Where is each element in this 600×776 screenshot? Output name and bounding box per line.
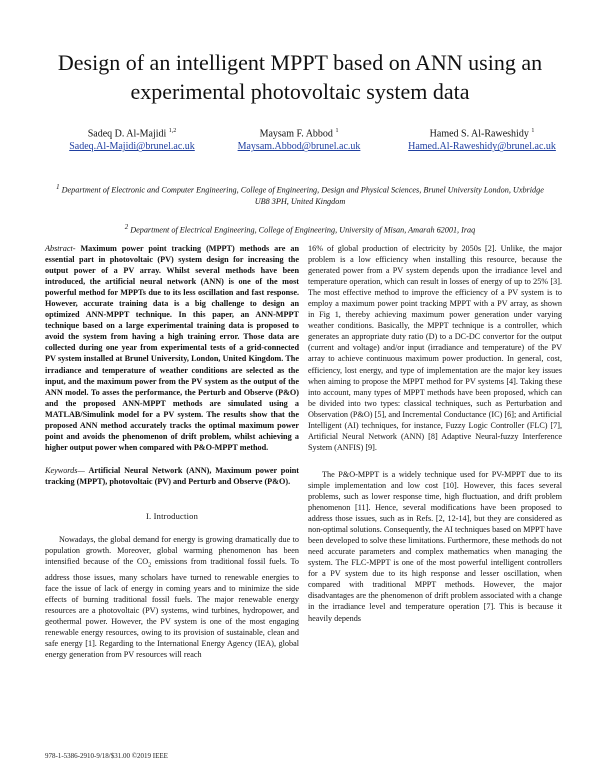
author-email-link[interactable]: Sadeq.Al-Majidi@brunel.ac.uk xyxy=(69,141,195,153)
abstract-label: Abstract- xyxy=(45,244,76,253)
author-affil-sup: 1,2 xyxy=(168,128,177,134)
copyright-footer: 978-1-5386-2910-9/18/$31.00 ©2019 IEEE xyxy=(45,752,168,760)
author-3 xyxy=(397,125,567,153)
paper-title: Design of an intelligent MPPT based on ANN using an experimental photovoltaic system data xyxy=(57,50,543,104)
affiliation-2 xyxy=(40,222,560,236)
keywords-text: Artificial Neural Network (ANN), Maximum power point tracking (MPPT), photovoltaic (PV) and Perturb and Observe (P&O). xyxy=(45,465,299,486)
intro-paragraph-1: Nowadays, the global demand for energy is growing dramatically due to population growth. Moreover, global warming phenomenon has been intensified because of the $CO_2$ emissions from traditional fossil fuels. To address those issues, many scholars have turned to renewable energies to face the issue of lack of energy in coming years and to minimize the side effects of burning traditional fossil fuels. The major renewable energy resources are a photovoltaic (PV) systems, wind turbines, hydropower, and geothermal power. However, the PV system is one of the most engaging renewable energy resources, owing to its provision of sustainable, clean and safe energy [1]. Regarding to the International Energy Agency (IEA), global energy generation from PV resources will reach xyxy=(45,535,299,660)
affiliation-1 xyxy=(55,182,545,207)
intro-paragraph-3: The P&O-MPPT is a widely technique used for PV-MPPT due to its simple implementation and low cost [10]. However, this faces several problems, such as lower response time, high fluctuation, and drift problem phenomenon [11]. Hence, several modifications have been proposed to address those issues, such as in Refs. [2, 12-14], but they are considered as non-optimal solutions. Consequently, the AI techniques based on MPPT have been developed to solve these limitations. Furthermore, these methods do not need accurate parameters and complex mathematics when managing the system. The FLC-MPPT is one of the most powerful intelligent controllers for a PV system due to its high response and lesser oscillation, when compared with traditional MPPT methods. However, the major disadvantages are the phenomenon of drift problem associated with a change in the irradiance level and temperature operation [7]. This is because it heavily depends xyxy=(308,469,562,623)
author-affil-sup: 1 xyxy=(335,128,339,134)
affiliation-sup: 1 xyxy=(56,184,60,191)
author-1 xyxy=(47,125,217,153)
author-name: Maysam F. Abbod xyxy=(259,128,333,140)
affiliation-text: Department of Electrical Engineering, College of Engineering, University of Misan, Amarah 62001, Iraq xyxy=(130,225,476,235)
right-column xyxy=(308,243,562,624)
author-name: Sadeq D. Al-Majidi xyxy=(87,128,167,140)
author-name: Hamed S. Al-Raweshidy xyxy=(429,128,529,140)
author-2 xyxy=(214,125,384,153)
section-heading-introduction: I. Introduction xyxy=(145,510,199,521)
author-email-link[interactable]: Maysam.Abbod@brunel.ac.uk xyxy=(237,141,361,153)
keywords xyxy=(45,465,299,487)
affiliation-sup: 2 xyxy=(124,224,129,231)
abstract xyxy=(45,243,299,453)
author-email-link[interactable]: Hamed.Al-Raweshidy@brunel.ac.uk xyxy=(408,141,556,153)
author-affil-sup: 1 xyxy=(531,128,535,134)
left-column xyxy=(45,243,299,660)
affiliation-text: Department of Electronic and Computer Engineering, College of Engineering, Design and Physical Sciences, Brunel University London, Uxbridge UB8 3PH, United Kingdom xyxy=(61,185,544,206)
keywords-label: Keywords— xyxy=(45,465,85,475)
abstract-text: Maximum power point tracking (MPPT) methods are an essential part in photovoltaic (PV) system design for increasing the output power of a PV array. Whilst several methods have been introduced, the artificial neural network (ANN) is one of the most powerful method for MPPTs due to its less oscillation and fast response. However, accurate training data is a big challenge to design an optimized ANN-MPPT technique. In this paper, an ANN-MPPT technique based on a large experimental training data is proposed to avoid the system from having a high training error. Those data are collected during one year from experimental tests of a grid-connected PV system installed at Brunel University, London, United Kingdom. The irradiance and temperature of weather conditions are selected as the input, and the maximum power from the PV system as the output of the ANN model. To asses the performance, the Perturb and Observe (P&O) and the proposed ANN-MPPT methods are simulated using a MATLAB/Simulink model for a PV system. The results show that the proposed ANN method accurately tracks the optimal maximum power point and avoids the phenomenon of drift problem, whilst achieving a higher output power when compared with P&O-MPPT method. xyxy=(45,244,299,452)
intro-paragraph-2: 16% of global production of electricity by 2050s [2]. Unlike, the major problem is a low efficiency when installing this resource, because the generated power from a PV system depends upon the irradiance level and temperature operation, which can result in losses of energy of up to 25% [3]. The most effective method to improve the efficiency of a PV system is to employ a maximum power point tracking MPPT with a PV array, as shown in Fig 1, thereby achieving maximum power generation under varying weather conditions. Basically, the MPPT technique is a controller, which generates an appropriate duty ratio (D) to a DC-DC convertor for the output (current and voltage) and/or input (irradiance and temperature) of the PV array to achieve continuous maximum power production. In general, cost, efficiency, lost energy, and type of implementation are the major key issues when aiming to propose the MPPT method for PV systems [4]. Taking these into account, many types of MPPT methods have been proposed, which can be divided into two types: classical techniques, such as Perturbation and Observation (P&O) [5], and Incremental Conductance (IC) [6]; and Artificial Intelligent (AI) techniques, for instance, Fuzzy Logic Controller (FLC) [7], Artificial Neural Network (ANN) [8] Adaptive Neural-fuzzy Interference System (ANFIS) [9]. xyxy=(308,244,562,452)
